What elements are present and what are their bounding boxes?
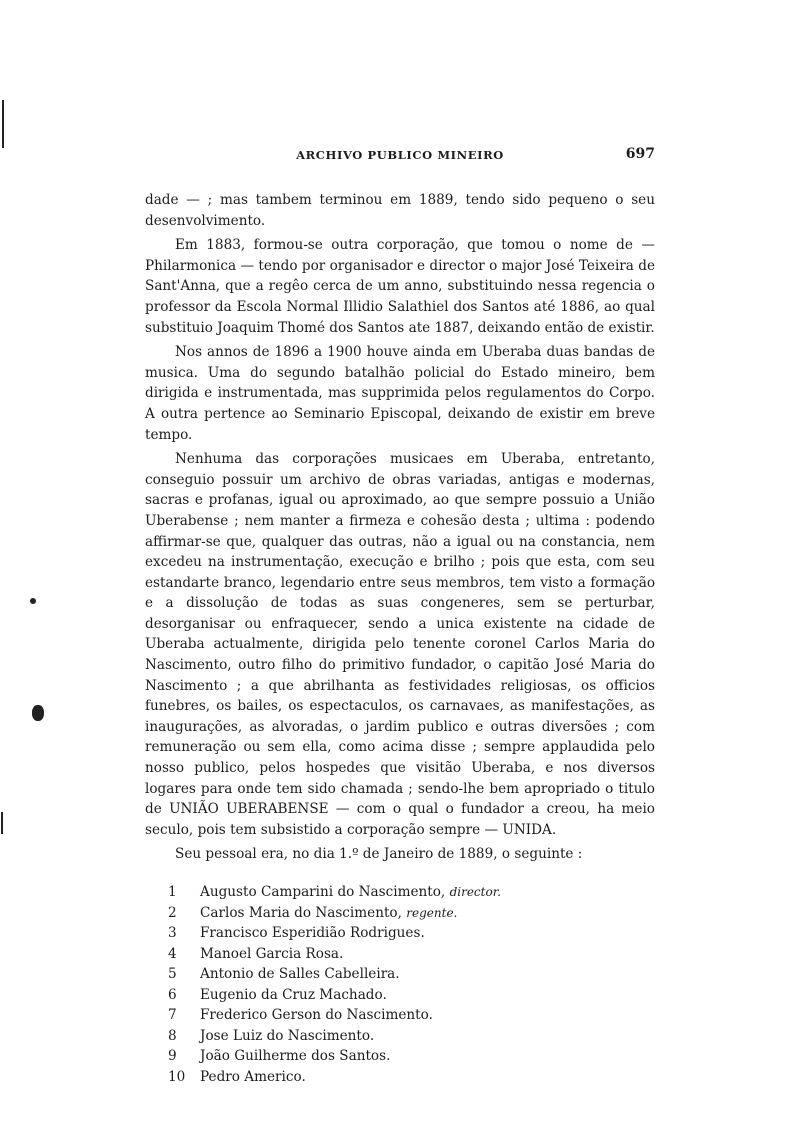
list-item	[168, 903, 638, 924]
list-item	[168, 944, 638, 965]
scan-ink-blot	[32, 705, 44, 721]
list-item	[168, 985, 638, 1006]
list-item	[168, 1067, 638, 1088]
item-number: 5	[168, 966, 177, 982]
list-item	[168, 1005, 638, 1026]
member-name: Pedro Americo.	[200, 1068, 306, 1085]
member-name: Jose Luiz do Nascimento.	[200, 1027, 375, 1044]
item-number: 1	[168, 884, 177, 900]
list-item	[168, 1026, 638, 1047]
list-intro: Seu pessoal era, no dia 1.º de Janeiro de 1889, o seguinte :	[175, 846, 583, 863]
running-head: ARCHIVO PUBLICO MINEIRO	[296, 148, 504, 162]
list-item	[168, 923, 638, 944]
paragraph: Em 1883, formou-se outra corporação, que tomou o nome de — Philarmonica — tendo por organisador e director o major José Teixeira de Sant'Anna, que a regêo cerca de um anno, substituindo nessa regencia o professor da Escola Normal Illidio Salathiel dos Santos até 1886, ao qual substituio Joaquim Thomé dos Santos ate 1887, deixando então de existir.	[145, 237, 655, 336]
page-header	[145, 146, 655, 166]
member-name: Eugenio da Cruz Machado.	[200, 986, 387, 1003]
list-item	[168, 964, 638, 985]
member-name: Carlos Maria do Nascimento, regente.	[200, 904, 458, 921]
paragraph: Nos annos de 1896 a 1900 houve ainda em Uberaba duas bandas de musica. Uma do segundo batalhão policial do Estado mineiro, bem dirigida e instrumentada, mas supprimida pelos regulamentos do Corpo. A outra pertence ao Seminario Episcopal, deixando de existir em breve tempo.	[145, 344, 655, 443]
list-item	[168, 1046, 638, 1067]
scan-ink-spot	[30, 598, 36, 604]
scan-edge-mark	[2, 100, 4, 148]
item-number: 3	[168, 925, 177, 941]
paragraph: Nenhuma das corporações musicaes em Uberaba, entretanto, conseguio possuir um archivo de obras variadas, antigas e modernas, sacras e profanas, igual ou aproximado, ao que sempre possuio a União Uberabense ; nem manter a firmeza e cohesão desta ; ultima : podendo affirmar-se que, qualquer das outras, não a igual ou na constancia, nem excedeu na instrumentação, execução e brilho ; pois que esta, com seu estandarte branco, legendario entre seus membros, tem visto a formação e a dissolução de todas as suas congeneres, sem se perturbar, desorganisar ou enfraquecer, sendo a unica existente na cidade de Uberaba actualmente, dirigida pelo tenente coronel Carlos Maria do Nascimento, outro filho do primitivo fundador, o capitão José Maria do Nascimento ; a que abrilhanta as festividades religiosas, os officios funebres, os bailes, os espectaculos, os carnavaes, as manifestações, as inaugurações, as alvoradas, o jardim publico e outras diversões ; com remuneração ou sem ella, como acima disse ; sempre applaudida pelo nosso publico, pelos hospedes que visitão Uberaba, e nos diversos logares para onde tem sido chamada ; sendo-lhe bem apropriado o titulo de UNIÃO UBERABENSE — com o qual o fundador a creou, ha meio seculo, pois tem subsistido a corporação sempre — UNIDA.	[145, 451, 655, 838]
member-list	[168, 882, 638, 1087]
member-role: regente.	[406, 905, 458, 920]
member-name: Manoel Garcia Rosa.	[200, 945, 344, 962]
paragraph: dade — ; mas tambem terminou em 1889, tendo sido pequeno o seu desenvolvimento.	[145, 192, 655, 229]
item-number: 2	[168, 904, 177, 921]
item-number: 6	[168, 986, 177, 1003]
member-name: João Guilherme dos Santos.	[200, 1048, 391, 1064]
member-role: director.	[449, 885, 501, 899]
member-name: Antonio de Salles Cabelleira.	[200, 966, 400, 982]
item-number: 7	[168, 1007, 177, 1023]
item-number: 8	[168, 1027, 177, 1044]
list-item	[168, 882, 638, 903]
item-number: 9	[168, 1048, 177, 1064]
body-text	[145, 190, 655, 865]
member-name: Augusto Camparini do Nascimento, director.	[200, 884, 501, 900]
scan-edge-mark	[1, 812, 3, 834]
member-name: Francisco Esperidião Rodrigues.	[200, 925, 425, 941]
item-number: 4	[168, 945, 177, 962]
member-name: Frederico Gerson do Nascimento.	[200, 1007, 433, 1023]
item-number: 10	[168, 1068, 186, 1085]
page-number: 697	[625, 146, 655, 162]
